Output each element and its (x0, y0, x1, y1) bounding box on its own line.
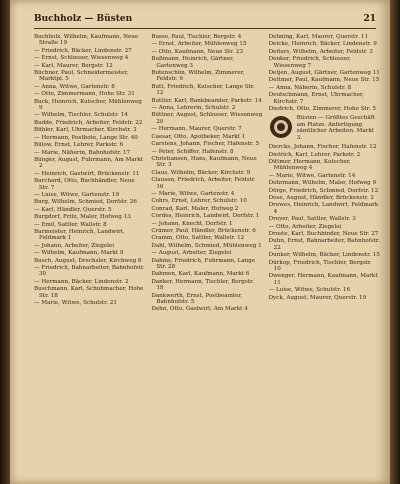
directory-entry: — Anna, Witwe, Gartenstr. 8 (34, 83, 115, 90)
directory-entry: Burmeister, Heinrich, Landwirt, Feldmark 1 (34, 228, 125, 242)
directory-entry: — Wilhelm, Kaufmann, Markt 9 (34, 250, 124, 257)
directory-entry: Büttner, August, Schlosser, Wiesenweg 20 (151, 112, 263, 125)
directory-entry: — Marie, Witwe, Schulstr. 21 (34, 300, 117, 307)
directory-entry: Buck, Heinrich, Kutscher, Mühlenweg 9 (34, 98, 142, 112)
directory-entry: Claus, Wilhelm, Bäcker, Kirchstr. 9 (151, 169, 251, 176)
seal-advert-text: Büsten — Größtes Geschäft am Platze. Anfertigung sämtlicher Arbeiten. Markt 3. (296, 115, 376, 141)
directory-entry: Büchner, Paul, Schneidermeister, Marktpl. 5 (34, 70, 129, 83)
directory-entry: — Otto, Zimmermann, Hohe Str. 31 (34, 91, 135, 98)
directory-entry: Dohrmann, Wilhelm, Maler, Hofweg 9 (268, 180, 377, 187)
directory-entry: Dehning, Karl, Maurer, Querstr. 11 (268, 34, 369, 40)
directory-entry: Denker, Friedrich, Schlosser, Wiesenweg 7 (268, 56, 351, 69)
directory-page (10, 0, 390, 484)
directory-entry: — Luise, Witwe, Schulstr. 16 (268, 287, 351, 294)
directory-entry: Dahmen, Karl, Kaufmann, Markt 6 (151, 271, 250, 278)
directory-entry: Cordes, Heinrich, Landwirt, Dorfstr. 1 (151, 213, 260, 220)
directory-entry: Dittmer, Hermann, Kutscher, Mühlenweg 4 (268, 158, 351, 172)
directory-entry: Buchholz, Wilhelm, Kaufmann, Neue Straße 19 (34, 34, 139, 47)
directory-entry: — Otto, Kaufmann, Neue Str. 23 (151, 48, 244, 55)
directory-entry: Crämer, Paul, Händler, Brückenstr. 6 (151, 227, 256, 234)
directory-entry: Dehn, Otto, Gastwirt, Am Markt 4 (151, 306, 248, 313)
directory-entry: — Emil, Sattler, Wallstr. 8 (34, 221, 107, 228)
directory-entry: Dahms, Friedrich, Fuhrmann, Lange Str. 28 (151, 257, 256, 270)
directory-entry: Caesar, Otto, Apotheker, Markt 1 (151, 133, 246, 140)
directory-entry: — Johann, Knecht, Dorfstr. 1 (151, 220, 233, 227)
directory-entry: Clausen, Friedrich, Arbeiter, Feldstr. 16 (151, 177, 256, 190)
directory-entry: — Karl, Händler, Querstr. 5 (34, 206, 112, 213)
directory-entry: — Friedrich, Bäcker, Lindenstr. 27 (34, 47, 132, 54)
directory-entry: Detjen, August, Gärtner, Gartenweg 11 (268, 70, 380, 77)
directory-entry: Bülow, Ernst, Lehrer, Parkstr. 6 (34, 142, 124, 149)
directory-entry: Budde, Friedrich, Arbeiter, Feldstr. 22 (34, 119, 143, 126)
page-number: 21 (363, 14, 376, 24)
seal-advert (269, 115, 380, 141)
entry-columns (34, 34, 380, 474)
directory-entry: — Heinrich, Gastwirt, Brückenstr. 11 (34, 170, 140, 177)
directory-entry: Busse, Paul, Tischler, Bergstr. 4 (151, 34, 242, 40)
directory-entry: Burg, Wilhelm, Schmied, Dorfstr. 26 (34, 199, 137, 206)
directory-entry: Burchard, Otto, Buchhändler, Neue Str. 7 (34, 178, 135, 191)
directory-entry: Dyck, August, Maurer, Querstr. 19 (268, 294, 367, 301)
directory-entry: Drewes, Heinrich, Landwirt, Feldmark 4 (268, 202, 379, 215)
directory-entry: Butt, Friedrich, Kutscher, Lange Str. 12 (151, 83, 255, 97)
directory-entry: — Luise, Witwe, Gartenstr. 19 (34, 191, 120, 198)
directory-entry: Cohrs, Ernst, Lehrer, Schulstr. 10 (151, 198, 247, 205)
running-head: Buchholz — Büsten (34, 14, 133, 24)
directory-entry: Deicke, Heinrich, Bäcker, Lindenstr. 9 (268, 41, 377, 48)
directory-entry: Diedrich, Otto, Zimmerer, Hohe Str. 5 (268, 106, 376, 113)
directory-entry: Dahl, Wilhelm, Schmied, Mühlenweg 1 (151, 242, 262, 249)
directory-entry: — Johann, Arbeiter, Ziegelei (34, 242, 115, 249)
column-1 (34, 34, 145, 474)
page-shadow-left (0, 0, 10, 484)
directory-entry: Dörge, Friedrich, Schmied, Dorfstr. 12 (268, 187, 379, 194)
directory-entry: — Marie, Witwe, Gartenstr. 14 (268, 172, 356, 179)
directory-entry: — Friedrich, Bahnarbeiter, Bahnhofstr. 30 (34, 265, 145, 278)
directory-entry: Bußmann, Heinrich, Gärtner, Gartenweg 3 (151, 56, 234, 69)
column-3 (269, 34, 380, 474)
directory-entry: Carstens, Johann, Fischer, Hafenstr. 5 (151, 141, 260, 148)
directory-entry: — Peter, Schiffer, Hafenstr. 8 (151, 148, 234, 155)
directory-entry: Dose, August, Händler, Brückenstr. 2 (268, 194, 374, 201)
directory-entry: Cramm, Otto, Sattler, Wallstr. 12 (151, 235, 245, 242)
directory-entry: — August, Arbeiter, Ziegelei (151, 250, 232, 257)
directory-entry: Deutschmann, Ernst, Uhrmacher, Kirchstr. 7 (268, 92, 364, 105)
page-shadow-right (390, 0, 400, 484)
directory-entry: Conrad, Karl, Maler, Hofweg 2 (151, 205, 239, 212)
directory-entry: Butenschön, Wilhelm, Zimmerer, Feldstr. 9 (151, 70, 245, 83)
directory-entry: Dunker, Wilhelm, Bäcker, Lindenstr. 15 (268, 252, 380, 259)
directory-entry: Buttler, Karl, Bankbeamter, Parkstr. 14 (151, 97, 262, 104)
directory-entry: Droste, Karl, Buchbinder, Neue Str. 27 (268, 230, 379, 237)
directory-entry: Duhn, Ernst, Bahnarbeiter, Bahnhofstr. 22 (268, 238, 380, 251)
directory-entry: — Hermann, Postbote, Lange Str. 40 (34, 134, 138, 141)
directory-entry: — Wilhelm, Tischler, Schulstr. 14 (34, 112, 128, 119)
directory-entry: — Ernst, Arbeiter, Mühlenweg 15 (151, 41, 247, 48)
directory-entry: Burgdorf, Fritz, Maler, Hofweg 13 (34, 214, 131, 221)
directory-entry: — Anna, Näherin, Schulstr. 8 (268, 84, 352, 91)
directory-entry: — Ernst, Schlosser, Wiesenweg 4 (34, 55, 129, 62)
directory-entry: — Marie, Näherin, Bahnhofstr. 17 (34, 149, 131, 156)
seal-emblem-icon (269, 115, 293, 139)
directory-entry: Dreyer, Paul, Sattler, Wallstr. 3 (268, 216, 356, 223)
directory-entry: Christiansen, Hans, Kaufmann, Neue Str. 3 (151, 155, 257, 169)
column-2 (151, 34, 262, 474)
directory-entry: — Otto, Arbeiter, Ziegelei (268, 223, 342, 230)
directory-entry: — Marie, Witwe, Gartenstr. 4 (151, 190, 235, 197)
directory-entry: — Hermann, Maurer, Querstr. 7 (151, 126, 242, 133)
directory-entry: Dwenger, Hermann, Kaufmann, Markt 11 (268, 273, 378, 286)
directory-entry: Buschmann, Karl, Schuhmacher, Hohe Str. 18 (34, 286, 144, 299)
directory-entry: Dankwerth, Ernst, Postbeamter, Bahnhofstr. 5 (151, 292, 243, 306)
directory-entry: Dürkop, Friedrich, Tischler, Bergstr. 10 (268, 259, 372, 272)
page-header (34, 14, 376, 28)
header-rule (34, 28, 376, 29)
directory-entry: Bünger, August, Fuhrmann, Am Markt 2 (34, 156, 143, 170)
directory-entry: Dietrich, Karl, Lehrer, Parkstr. 2 (268, 151, 361, 158)
directory-entry: — Anna, Lehrerin, Schulstr. 2 (151, 105, 236, 112)
directory-entry: Busch, August, Drechsler, Kirchweg 6 (34, 257, 142, 264)
directory-entry: Bühler, Karl, Uhrmacher, Kirchstr. 3 (34, 127, 137, 134)
directory-entry: Deiters, Wilhelm, Arbeiter, Feldstr. 3 (268, 48, 373, 55)
directory-entry: Danker, Hermann, Tischler, Bergstr. 18 (151, 278, 254, 292)
directory-entry: Dettmer, Paul, Kaufmann, Neue Str. 15 (268, 77, 380, 84)
directory-entry: — Karl, Maurer, Bergstr. 12 (34, 62, 113, 69)
directory-entry: Diercks, Johann, Fischer, Hafenstr. 12 (268, 144, 377, 151)
directory-entry: — Hermann, Bäcker, Lindenstr. 2 (34, 278, 129, 285)
